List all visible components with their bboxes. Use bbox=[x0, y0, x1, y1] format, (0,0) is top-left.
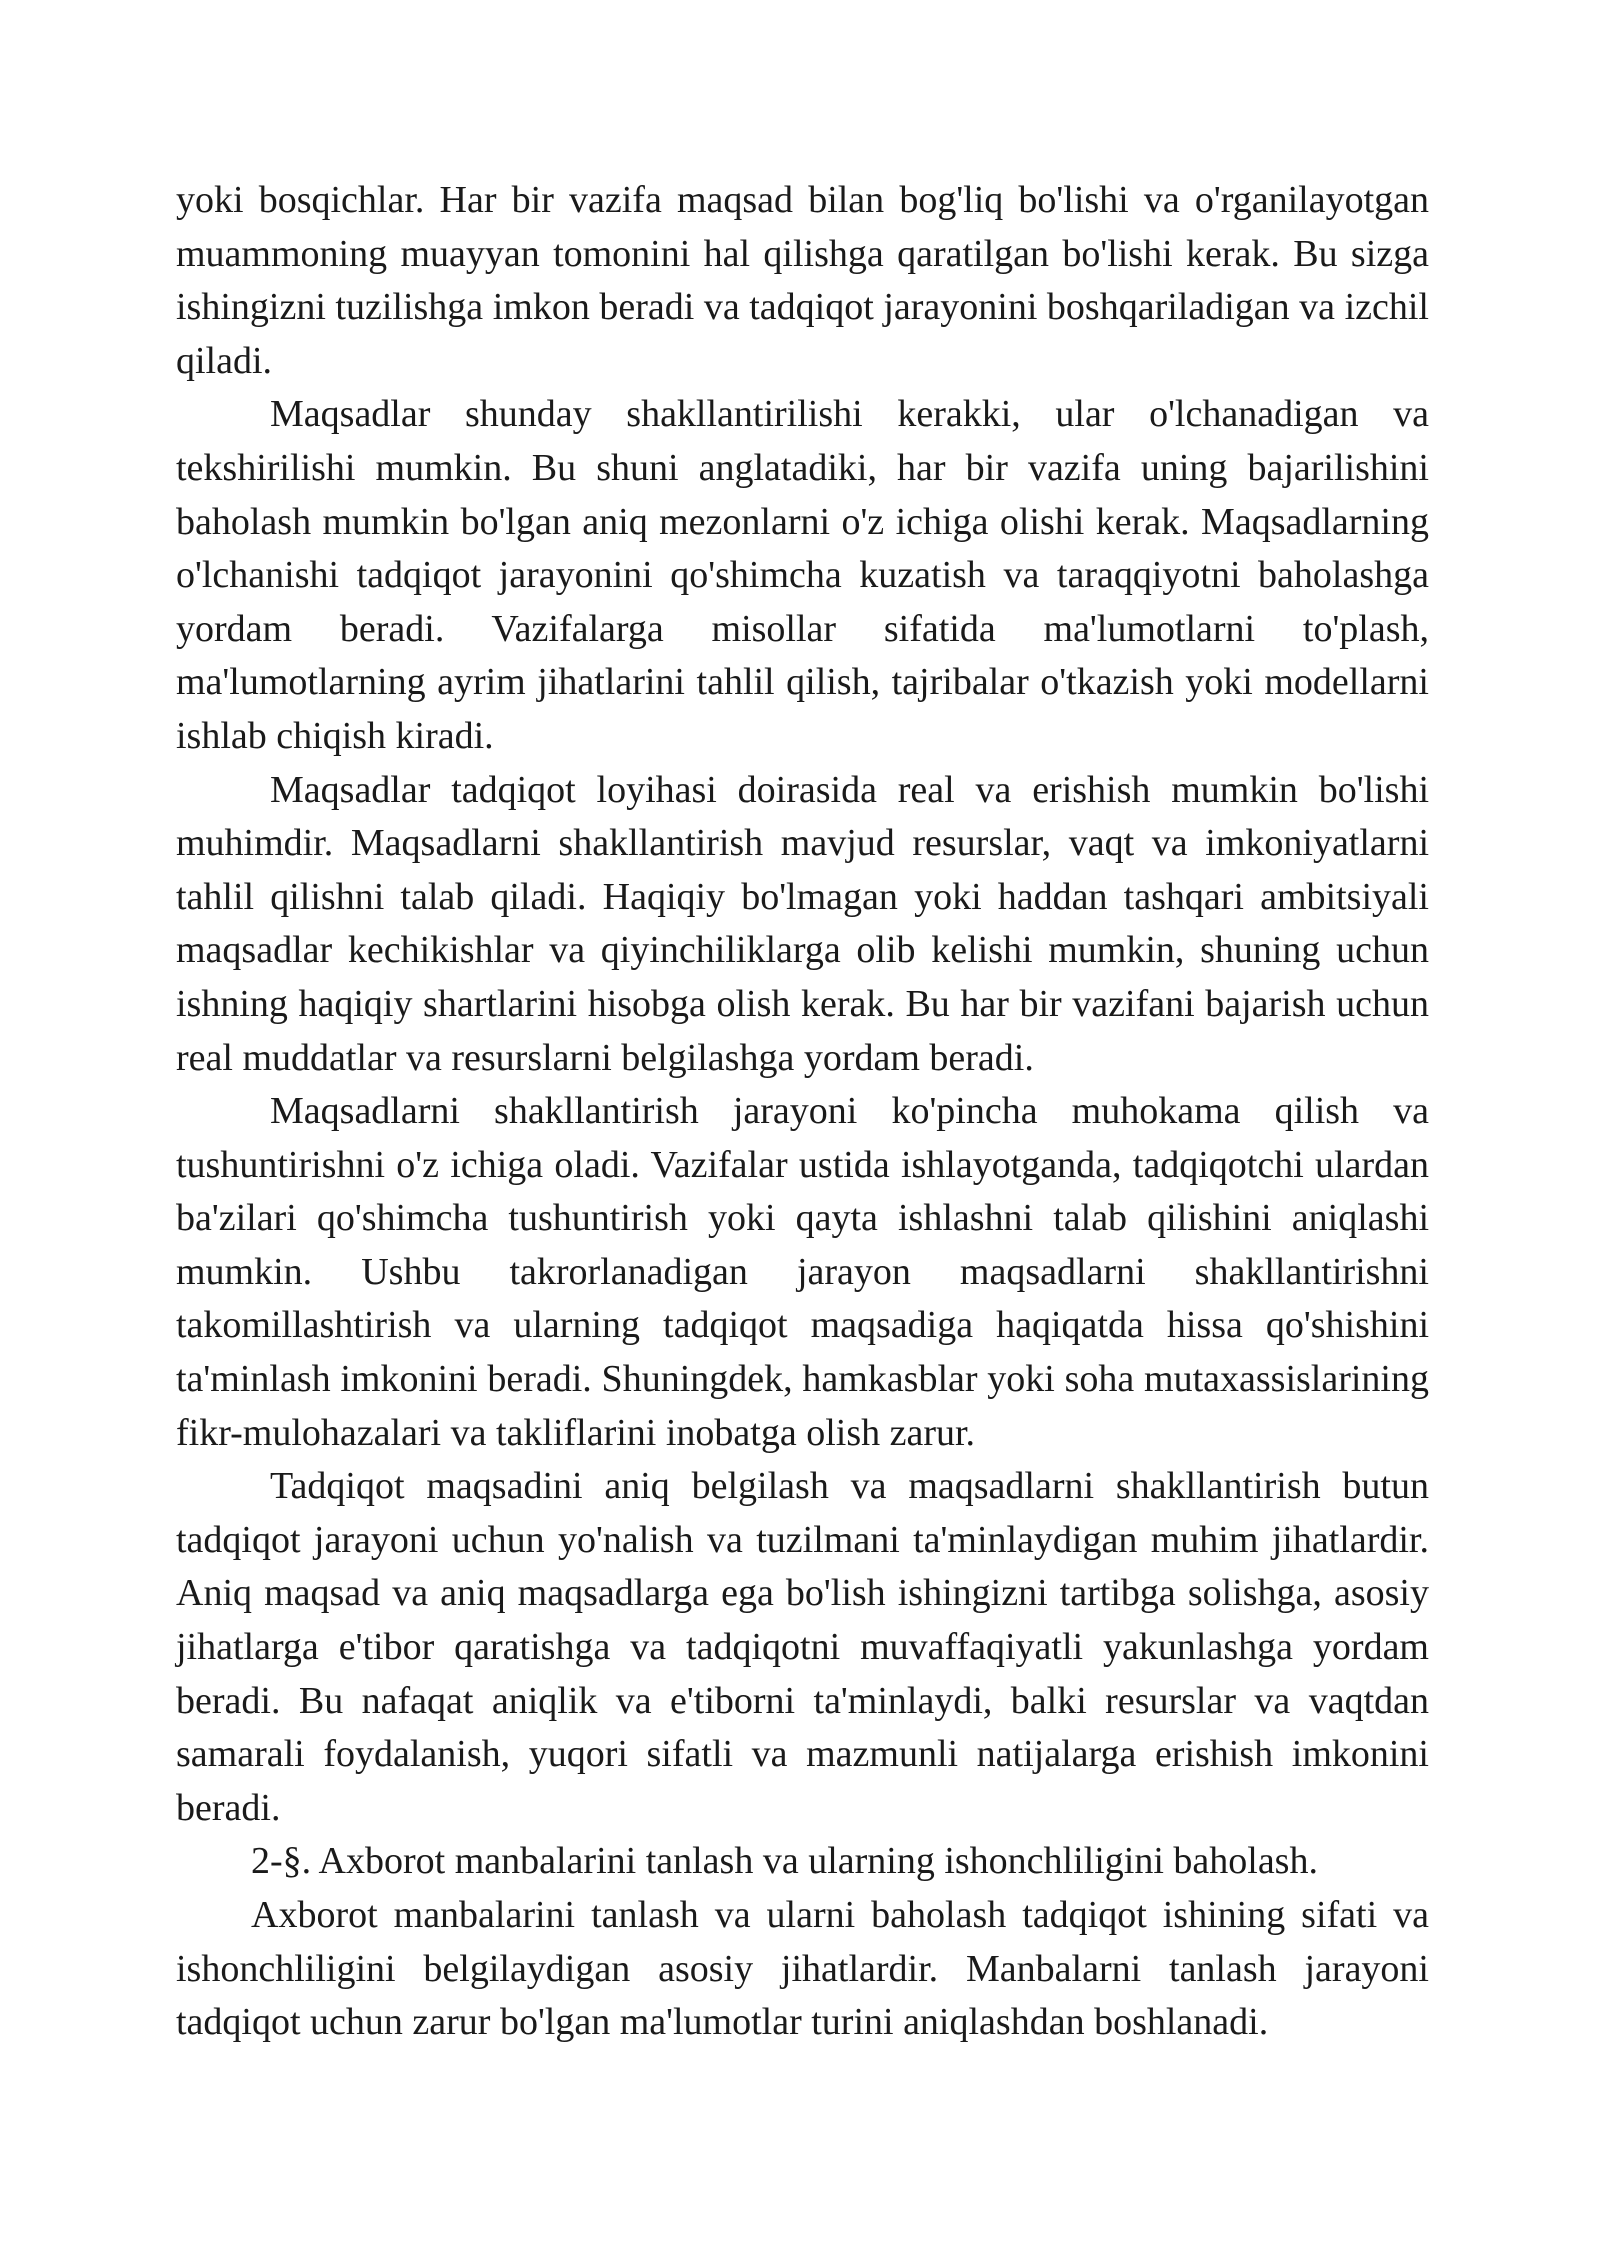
paragraph-measurable-goals: Maqsadlar shunday shakllantirilishi kerakki, ular o'lchanadigan va tekshirilishi mumkin. Bu shuni anglatadiki, har bir vazifa uning bajarilishini baholash mumkin bo'lgan aniq mezonlarni o'z ichiga olishi kerak. Maqsadlarning o'lchanishi tadqiqot jarayonini qo'shimcha kuzatish va taraqqiyotni baholashga yordam beradi. Vazifalarga misollar sifatida ma'lumotlarni to'plash, ma'lumotlarning ayrim jihatlarini tahlil qilish, tajribalar o'tkazish yoki modellarni ishlab chiqish kiradi. bbox=[176, 393, 1429, 757]
document-body bbox=[176, 174, 1429, 2050]
section-heading: 2-§. Axborot manbalarini tanlash va ularning ishonchliligini baholash. bbox=[251, 1840, 1318, 1883]
paragraph-continuation: yoki bosqichlar. Har bir vazifa maqsad bilan bog'liq bo'lishi va o'rganilayotgan muammoning muayyan tomonini hal qilishga qaratilgan bo'lishi kerak. Bu sizga ishingizni tuzilishga imkon beradi va tadqiqot jarayonini boshqariladigan va izchil qiladi. bbox=[176, 179, 1429, 382]
paragraph-goal-refinement: Maqsadlarni shakllantirish jarayoni ko'pincha muhokama qilish va tushuntirishni o'z ichiga oladi. Vazifalar ustida ishlayotganda, tadqiqotchi ulardan ba'zilari qo'shimcha tushuntirish yoki qayta ishlashni talab qilishini aniqlashi mumkin. Ushbu takrorlanadigan jarayon maqsadlarni shakllantirishni takomillashtirish va ularning tadqiqot maqsadiga haqiqatda hissa qo'shishini ta'minlash imkonini beradi. Shuningdek, hamkasblar yoki soha mutaxassislarining fikr-mulohazalari va takliflarini inobatga olish zarur. bbox=[176, 1090, 1429, 1454]
paragraph-source-selection: Axborot manbalarini tanlash va ularni baholash tadqiqot ishining sifati va ishonchliligini belgilaydigan asosiy jihatlardir. Manbalarni tanlash jarayoni tadqiqot uchun zarur bo'lgan ma'lumotlar turini aniqlashdan boshlanadi. bbox=[176, 1894, 1429, 2044]
paragraph-conclusion: Tadqiqot maqsadini aniq belgilash va maqsadlarni shakllantirish butun tadqiqot jarayoni uchun yo'nalish va tuzilmani ta'minlaydigan muhim jihatlardir. Aniq maqsad va aniq maqsadlarga ega bo'lish ishingizni tartibga solishga, asosiy jihatlarga e'tibor qaratishga va tadqiqotni muvaffaqiyatli yakunlashga yordam beradi. Bu nafaqat aniqlik va e'tiborni ta'minlaydi, balki resurslar va vaqtdan samarali foydalanish, yuqori sifatli va mazmunli natijalarga erishish imkonini beradi. bbox=[176, 1465, 1429, 1829]
paragraph-realistic-goals: Maqsadlar tadqiqot loyihasi doirasida real va erishish mumkin bo'lishi muhimdir. Maqsadlarni shakllantirish mavjud resurslar, vaqt va imkoniyatlarni tahlil qilishni talab qiladi. Haqiqiy bo'lmagan yoki haddan tashqari ambitsiyali maqsadlar kechikishlar va qiyinchiliklarga olib kelishi mumkin, shuning uchun ishning haqiqiy shartlarini hisobga olish kerak. Bu har bir vazifani bajarish uchun real muddatlar va resurslarni belgilashga yordam beradi. bbox=[176, 768, 1429, 1079]
